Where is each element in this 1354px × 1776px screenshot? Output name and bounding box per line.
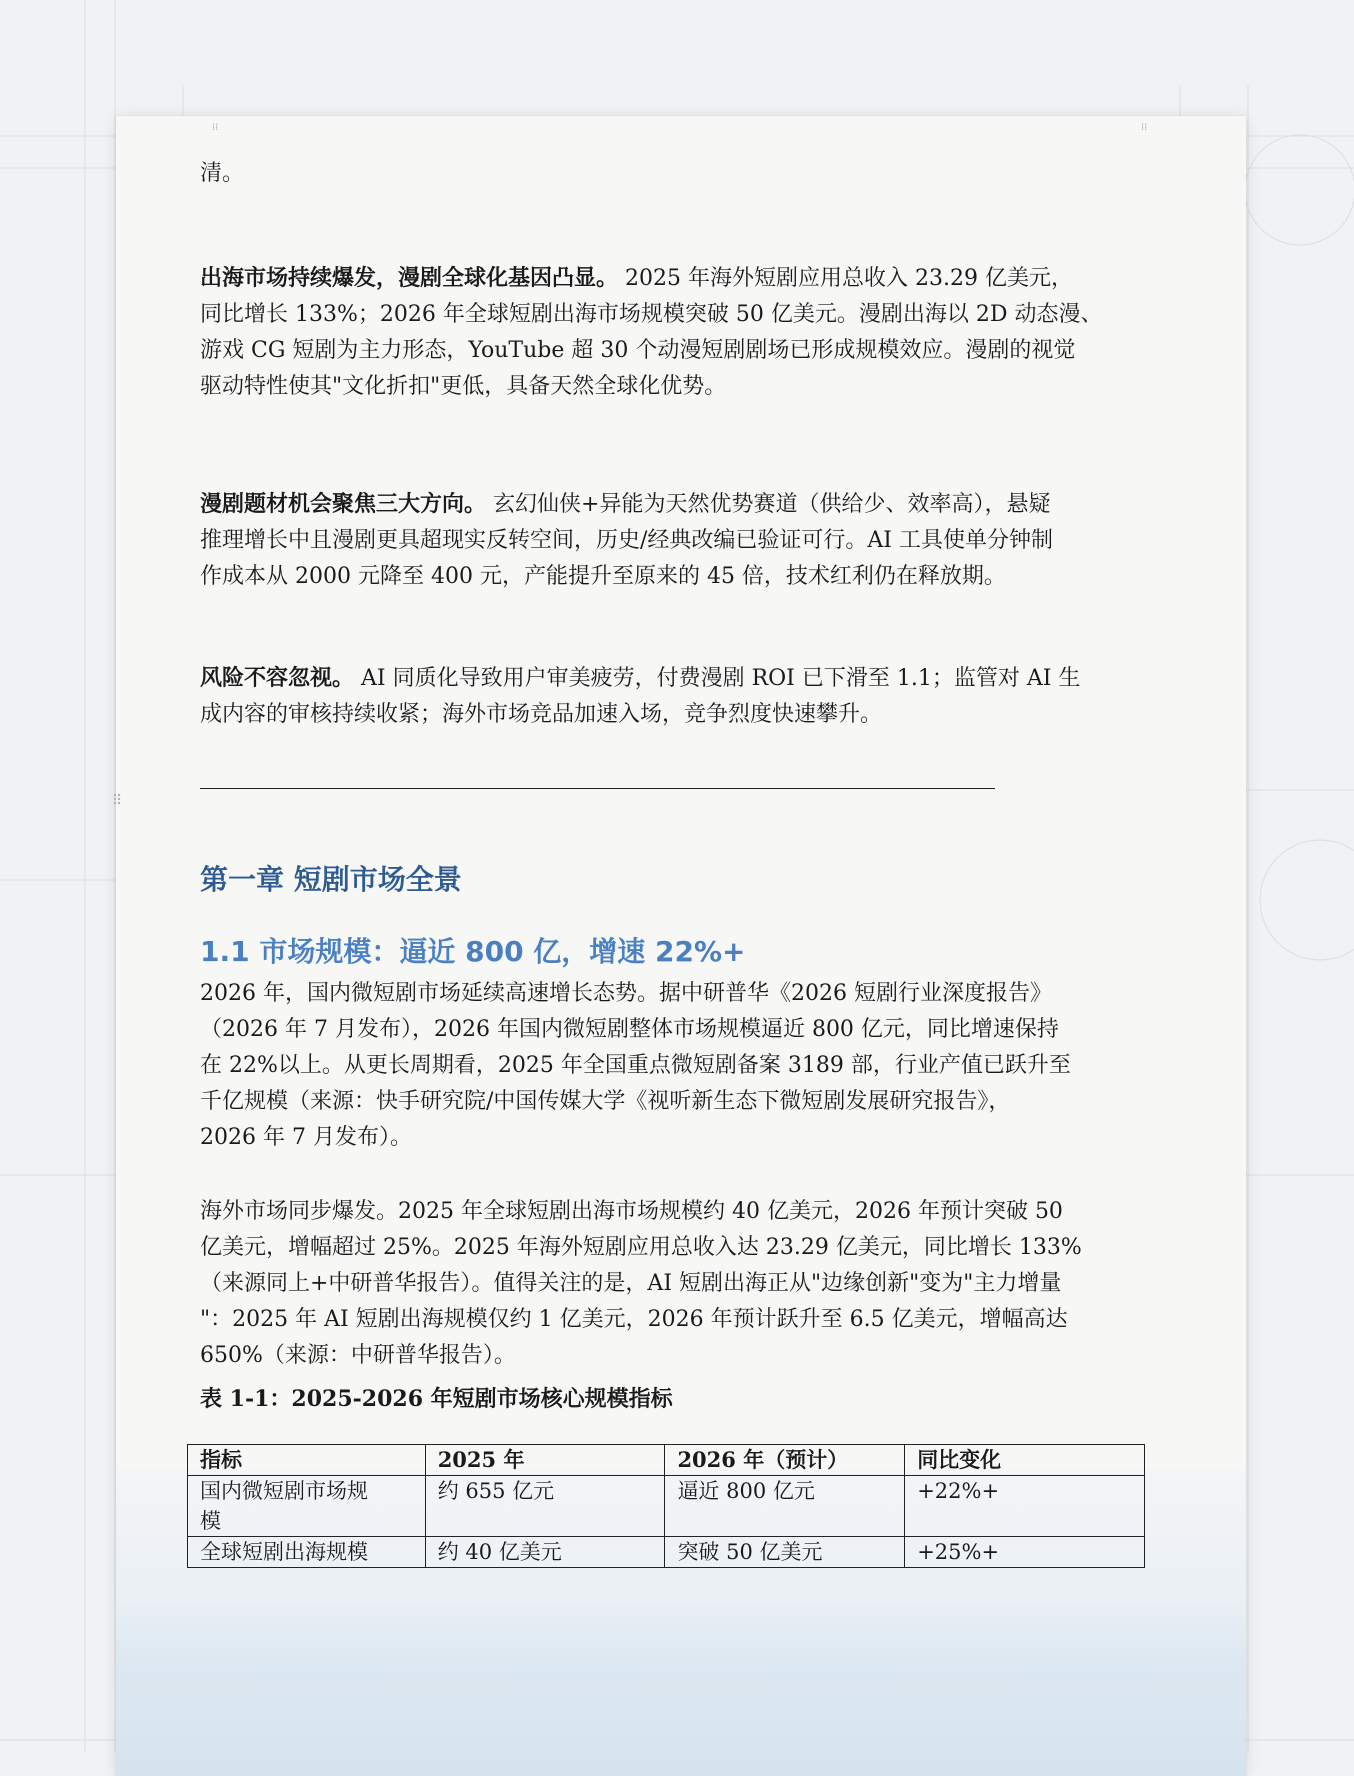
chapter-title: 第一章 短剧市场全景 [200,863,462,896]
paragraph-line: 游戏 CG 短剧为主力形态，YouTube 超 30 个动漫短剧剧场已形成规模效应。漫剧的视觉 [200,338,1076,363]
document-page [116,116,1246,1776]
fragment-text: 清。 [200,161,245,186]
section-paragraph-domestic [200,976,1160,1156]
table-caption: 表 1-1：2025-2026 年短剧市场核心规模指标 [200,1386,673,1412]
paragraph-overseas-market [200,260,1160,405]
paragraph-line: "：2025 年 AI 短剧出海规模仅约 1 亿美元，2026 年预计跃升至 6.5 亿美元，增幅高达 [200,1307,1068,1332]
paragraph-line [200,660,1160,697]
table-header-row [188,1445,1145,1476]
table-cell: 逼近 800 亿元 [665,1476,905,1537]
paragraph-risks [200,660,1160,733]
table-header-cell: 2025 年 [425,1445,665,1476]
table-cell: +25%+ [905,1537,1145,1568]
table-cell: 全球短剧出海规模 [188,1537,426,1568]
paragraph-line [200,486,1160,523]
paragraph-line: 650%（来源：中研普华报告）。 [200,1343,516,1368]
section-paragraph-overseas [200,1194,1160,1374]
paragraph-text: AI 同质化导致用户审美疲劳，付费漫剧 ROI 已下滑至 1.1；监管对 AI 生 [354,666,1081,691]
paragraph-lead: 出海市场持续爆发，漫剧全球化基因凸显。 [200,265,619,291]
paragraph-line: 海外市场同步爆发。2025 年全球短剧出海市场规模约 40 亿美元，2026 年预计突破 50 [200,1199,1063,1224]
ruler-tick-right: ⁞⁞ [1141,122,1148,133]
table-cell: 约 655 亿元 [425,1476,665,1537]
paragraph-line: （2026 年 7 月发布），2026 年国内微短剧整体市场规模逼近 800 亿元，同比增速保持 [200,1017,1059,1042]
table-row [188,1476,1145,1537]
paragraph-line: 亿美元，增幅超过 25%。2025 年海外短剧应用总收入达 23.29 亿美元，同比增长 133% [200,1235,1082,1260]
table-row [188,1537,1145,1568]
table-cell: 国内微短剧市场规 模 [188,1476,426,1537]
paragraph-lead: 漫剧题材机会聚焦三大方向。 [200,491,487,517]
paragraph-line: 成内容的审核持续收紧；海外市场竞品加速入场，竞争烈度快速攀升。 [200,702,883,727]
paragraph-line: 作成本从 2000 元降至 400 元，产能提升至原来的 45 倍，技术红利仍在释放期。 [200,564,1006,589]
paragraph-line [200,260,1160,297]
paragraph-line: 驱动特性使其"文化折扣"更低，具备天然全球化优势。 [200,374,727,399]
paragraph-line: 同比增长 133%；2026 年全球短剧出海市场规模突破 50 亿美元。漫剧出海以 2D 动态漫、 [200,302,1103,327]
paragraph-line: （来源同上+中研普华报告）。值得关注的是，AI 短剧出海正从"边缘创新"变为"主力增量 [200,1271,1062,1296]
table-cell: 突破 50 亿美元 [665,1537,905,1568]
table-header-cell: 同比变化 [905,1445,1145,1476]
section-title: 1.1 市场规模：逼近 800 亿，增速 22%+ [200,935,746,968]
table-header-cell: 指标 [188,1445,426,1476]
paragraph-line: 2026 年 7 月发布）。 [200,1125,412,1150]
paragraph-topic-directions [200,486,1160,595]
paragraph-line: 在 22%以上。从更长周期看，2025 年全国重点微短剧备案 3189 部，行业产值已跃升至 [200,1053,1071,1078]
table-cell: +22%+ [905,1476,1145,1537]
paragraph-line: 千亿规模（来源：快手研究院/中国传媒大学《视听新生态下微短剧发展研究报告》， [200,1089,1011,1114]
table-header-cell: 2026 年（预计） [665,1445,905,1476]
ruler-tick-left: ⁞⁞ [212,122,219,133]
section-divider [200,788,995,789]
paragraph-text: 2025 年海外短剧应用总收入 23.29 亿美元， [618,266,1073,291]
paragraph-text: 玄幻仙侠+异能为天然优势赛道（供给少、效率高），悬疑 [486,492,1051,517]
margin-handle-icon: ⠿ [112,793,123,809]
metrics-table [187,1444,1145,1568]
paragraph-lead: 风险不容忽视。 [200,665,355,691]
paragraph-line: 2026 年，国内微短剧市场延续高速增长态势。据中研普华《2026 短剧行业深度报告》 [200,981,1052,1006]
paragraph-line: 推理增长中且漫剧更具超现实反转空间，历史/经典改编已验证可行。AI 工具使单分钟制 [200,528,1053,553]
table-cell: 约 40 亿美元 [425,1537,665,1568]
